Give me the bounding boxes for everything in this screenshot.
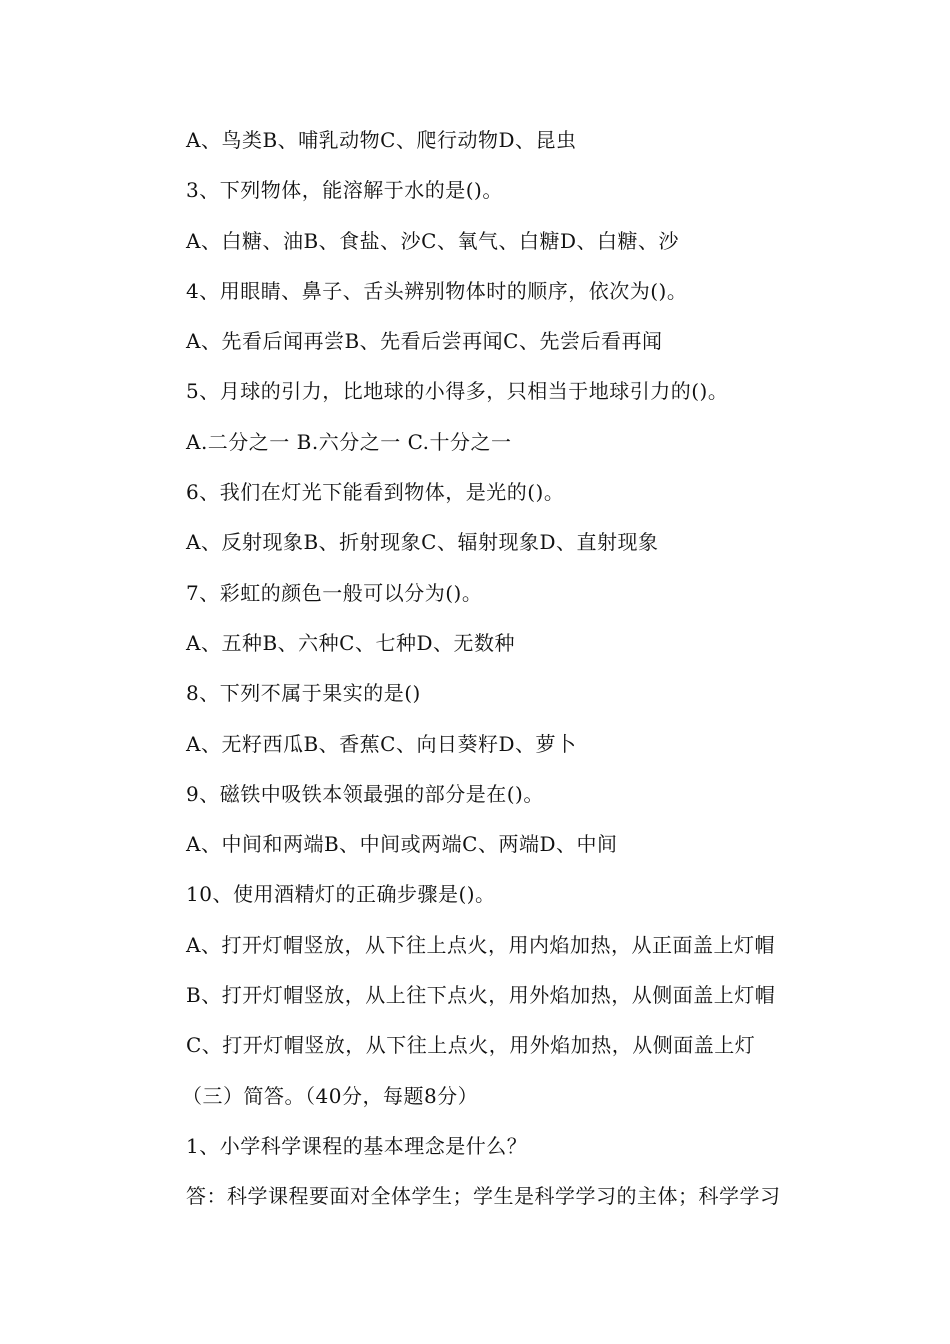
answer-option-q10-b: B、打开灯帽竖放，从上往下点火，用外焰加热，从侧面盖上灯帽 (186, 983, 776, 1008)
answer-options-q3: A、白糖、油B、食盐、沙C、氧气、白糖D、白糖、沙 (186, 228, 679, 253)
answer-options-q8: A、无籽西瓜B、香蕉C、向日葵籽D、萝卜 (186, 731, 577, 756)
answer-options-q7: A、五种B、六种C、七种D、无数种 (186, 630, 515, 655)
short-answer-question-1: 1、小学科学课程的基本理念是什么？ (186, 1133, 528, 1158)
short-answer-response-1: 答：科学课程要面对全体学生；学生是科学学习的主体；科学学习 (186, 1184, 781, 1209)
question-3: 3、下列物体，能溶解于水的是()。 (186, 178, 503, 203)
question-5: 5、月球的引力，比地球的小得多，只相当于地球引力的()。 (186, 379, 729, 404)
question-10: 10、使用酒精灯的正确步骤是()。 (186, 882, 496, 907)
question-4: 4、用眼睛、鼻子、舌头辨别物体时的顺序，依次为()。 (186, 278, 688, 303)
answer-options-q6: A、反射现象B、折射现象C、辐射现象D、直射现象 (186, 530, 659, 555)
section-heading-short-answer: （三）简答。（40分，每题8分） (182, 1083, 479, 1108)
question-9: 9、磁铁中吸铁本领最强的部分是在()。 (186, 781, 544, 806)
question-8: 8、下列不属于果实的是() (186, 681, 421, 706)
answer-options-q2: A、鸟类B、哺乳动物C、爬行动物D、昆虫 (186, 128, 577, 152)
answer-options-q4: A、先看后闻再尝B、先看后尝再闻C、先尝后看再闻 (186, 329, 663, 354)
answer-options-q9: A、中间和两端B、中间或两端C、两端D、中间 (186, 832, 618, 857)
answer-option-q10-a: A、打开灯帽竖放，从下往上点火，用内焰加热，从正面盖上灯帽 (186, 932, 775, 957)
answer-options-q5: A.二分之一 B.六分之一 C.十分之一 (186, 429, 512, 454)
answer-option-q10-c: C、打开灯帽竖放，从下往上点火，用外焰加热，从侧面盖上灯 (186, 1033, 756, 1058)
question-6: 6、我们在灯光下能看到物体，是光的()。 (186, 480, 565, 505)
document-content (182, 121, 886, 1228)
question-7: 7、彩虹的颜色一般可以分为()。 (186, 580, 483, 605)
